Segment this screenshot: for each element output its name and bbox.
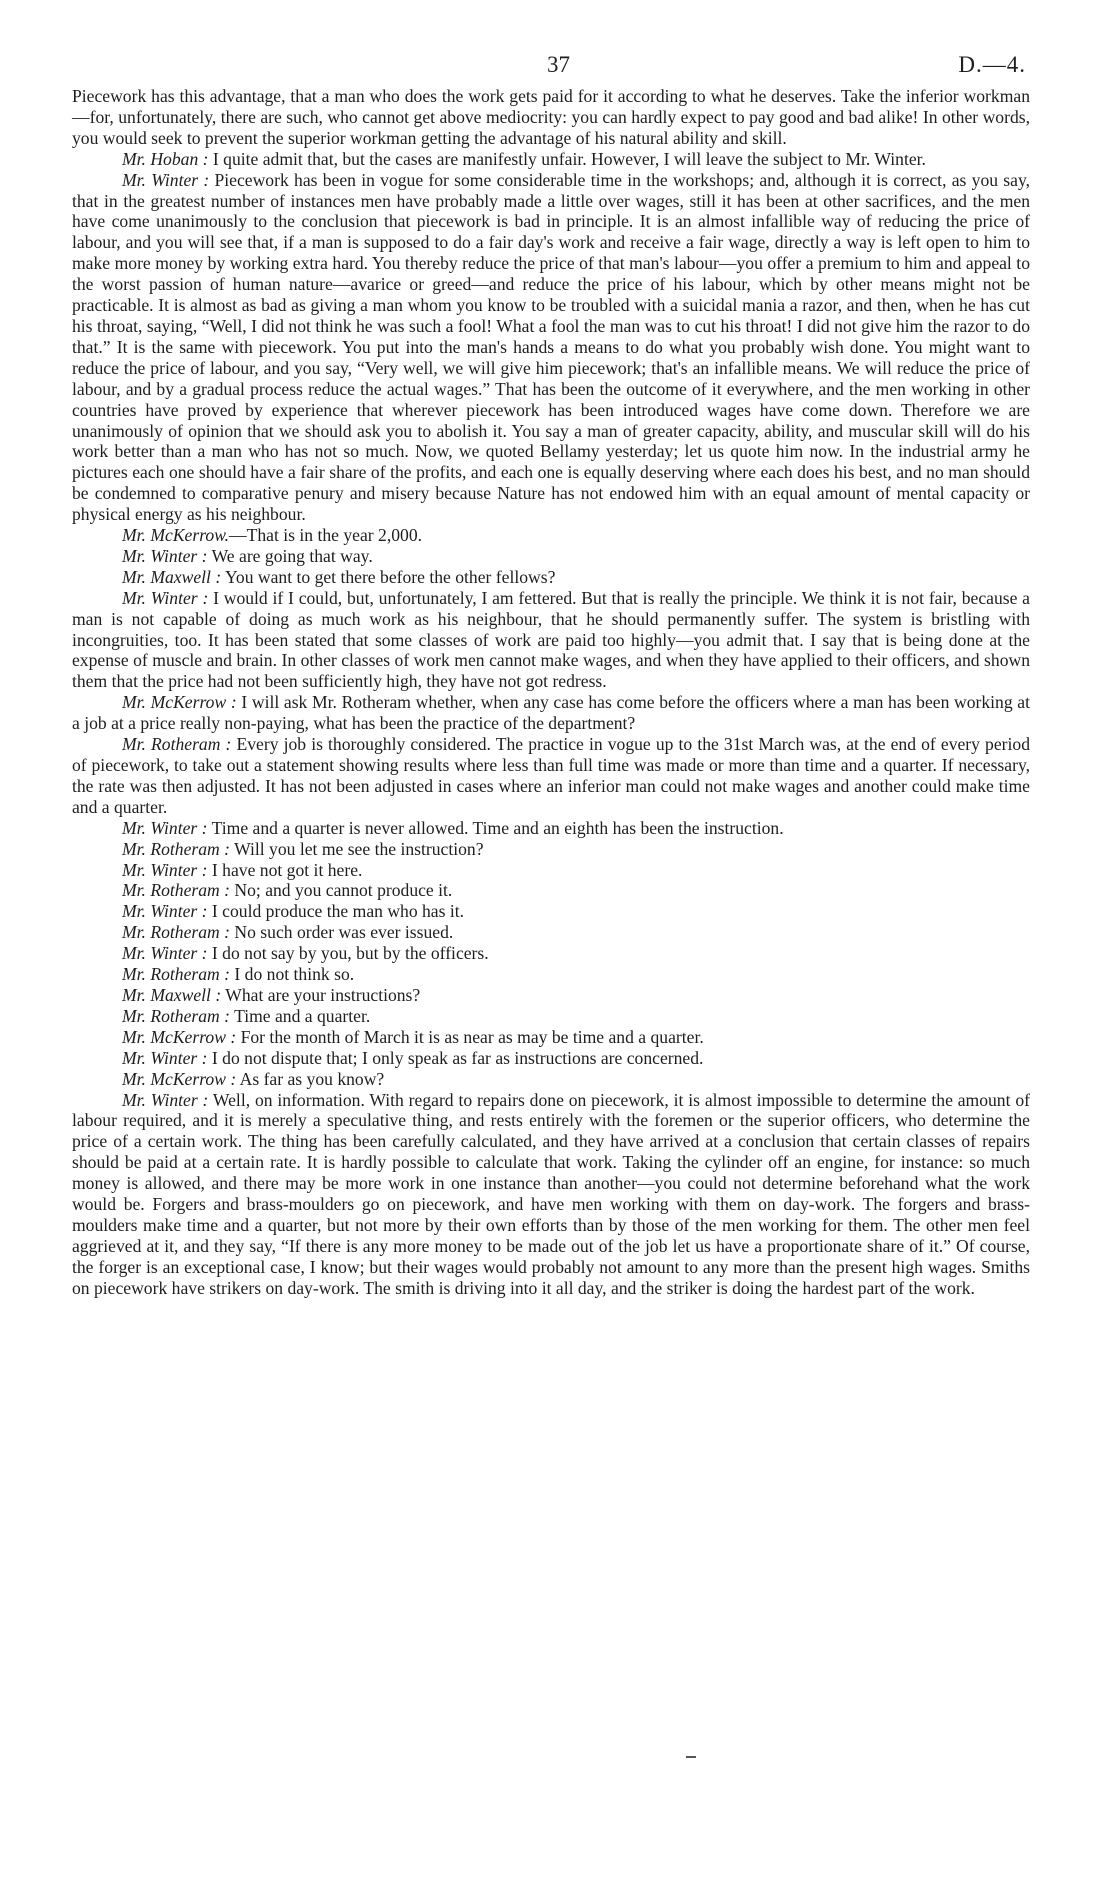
page-header xyxy=(72,52,1030,78)
paragraph-text: No such order was ever issued. xyxy=(230,922,454,943)
speaker-name: Mr. Rotheram : xyxy=(122,922,230,943)
paragraph xyxy=(72,818,1030,839)
paragraph-text: Time and a quarter. xyxy=(230,1005,371,1026)
speaker-name: Mr. Winter : xyxy=(122,169,210,190)
speaker-name: Mr. Rotheram : xyxy=(122,838,230,859)
paragraph xyxy=(72,985,1030,1006)
paragraph xyxy=(72,964,1030,985)
paragraph-text: Will you let me see the instruction? xyxy=(230,838,484,859)
paragraph-text: Well, on information. With regard to repairs done on piecework, it is almost impossible to determine the amount of labour required, and it is merely a speculative thing, and rests entirely with the foremen or the superior officers, who determine the price of a certain work. The thing has been carefully calculated, and they have arrived at a conclusion that certain classes of repairs should be paid at a certain rate. It is hardly possible to calculate that work. Taking the cylinder off an engine, for instance: so much money is allowed, and there may be more work in one instance than another—you could not determine beforehand what the work would be. Forgers and brass-moulders go on piecework, and have men working with them on day-work. The forgers and brass-moulders make time and a quarter, but not more by their own efforts than by those of the men working for them. The other men feel aggrieved at it, and they say, “If there is any more money to be made out of the job let us have a proportionate share of it.” Of course, the forger is an exceptional case, I know; but their wages would probably not amount to any more than the present high wages. Smiths on piecework have strikers on day-work. The smith is driving into it all day, and the striker is doing the hardest part of the work. xyxy=(72,1089,1030,1298)
paragraph-text: We are going that way. xyxy=(207,545,373,566)
speaker-name: Mr. Rotheram : xyxy=(122,1005,230,1026)
paragraph xyxy=(72,86,1030,149)
paragraph-text: I do not dispute that; I only speak as far as instructions are concerned. xyxy=(207,1047,704,1068)
paragraph-text: For the month of March it is as near as may be time and a quarter. xyxy=(236,1026,704,1047)
speaker-name: Mr. McKerrow : xyxy=(122,692,237,713)
paragraph-text: I have not got it here. xyxy=(207,859,363,880)
paragraph xyxy=(72,860,1030,881)
speaker-name: Mr. Rotheram : xyxy=(122,964,230,985)
paragraph-text: Piecework has this advantage, that a man who does the work gets paid for it according to what he deserves. Take the inferior workman—for, unfortunately, there are such, who cannot get above mediocrity: you can hardly expect to pay good and bad alike! In other words, you would seek to prevent the superior workman getting the advantage of his natural ability and skill. xyxy=(72,86,1030,148)
paragraph-text: Time and a quarter is never allowed. Time and an eighth has been the instruction. xyxy=(207,817,784,838)
paragraph xyxy=(72,692,1030,734)
paragraph-text: —That is in the year 2,000. xyxy=(229,525,423,546)
speaker-name: Mr. Winter : xyxy=(122,859,208,880)
paragraph xyxy=(72,839,1030,860)
paragraph xyxy=(72,922,1030,943)
paragraph-text: I do not say by you, but by the officers. xyxy=(207,943,489,964)
speaker-name: Mr. McKerrow. xyxy=(122,525,230,546)
paragraph-text: I could produce the man who has it. xyxy=(207,901,465,922)
speaker-name: Mr. Winter : xyxy=(122,901,208,922)
paragraph-text: Piecework has been in vogue for some considerable time in the workshops; and, although it is correct, as you say, that in the greatest number of instances men have probably made a little over wages, still it has been at other sacrifices, and the men have come unanimously to the conclusion that piecework is bad in principle. It is an almost infallible way of reducing the price of labour, and you will see that, if a man is supposed to do a fair day's work and receive a fair wage, directly a way is left open to him to make more money by working extra hard. You thereby reduce the price of that man's labour—you offer a premium to him and appeal to the worst passion of human nature—avarice or greed—and reduce the price of his labour, which by other means might not be practicable. It is almost as bad as giving a man whom you know to be troubled with a suicidal mania a razor, and then, when he has cut his throat, saying, “Well, I did not think he was such a fool! What a fool the man was to cut his throat! I did not give him the razor to do that.” It is the same with piecework. You put into the man's hands a means to do what you probably wish done. You might want to reduce the price of labour, and you say, “Very well, we will give him piecework; that's an infallible means. We will reduce the price of labour, and by a gradual process reduce the actual wages.” That has been the outcome of it everywhere, and the men working in other countries have proved by experience that wherever piecework has been introduced wages have come down. Therefore we are unanimously of opinion that we should ask you to abolish it. You say a man of greater capacity, ability, and muscular skill will do his work better than a man who has not so much. Now, we quoted Bellamy yesterday; let us quote him now. In the industrial army he pictures each one should have a fair share of the profits, and each one is equally deserving where each does his best, and no man should be condemned to comparative penury and misery because Nature has not endowed him with an equal amount of mental capacity or physical energy as his neighbour. xyxy=(72,169,1030,525)
paragraph xyxy=(72,880,1030,901)
paragraph xyxy=(72,588,1030,693)
paragraph-text: I will ask Mr. Rotheram whether, when any case has come before the officers where a man has been working at a job at a price really non-paying, what has been the practice of the department? xyxy=(72,692,1031,734)
paragraph xyxy=(72,1006,1030,1027)
speaker-name: Mr. Winter : xyxy=(122,587,209,608)
paragraph xyxy=(72,1027,1030,1048)
speaker-name: Mr. Winter : xyxy=(122,817,208,838)
document-body xyxy=(72,86,1030,1299)
speaker-name: Mr. Rotheram : xyxy=(122,880,230,901)
paragraph xyxy=(72,1090,1030,1299)
speaker-name: Mr. Maxwell : xyxy=(122,984,222,1005)
speaker-name: Mr. Winter : xyxy=(122,1089,209,1110)
paragraph xyxy=(72,149,1030,170)
page-number: 37 xyxy=(547,52,570,77)
paragraph-text: As far as you know? xyxy=(236,1068,385,1089)
speaker-name: Mr. Rotheram : xyxy=(122,734,232,755)
page-reference: D.—4. xyxy=(958,52,1026,77)
paragraph xyxy=(72,567,1030,588)
speaker-name: Mr. Hoban : xyxy=(122,148,209,169)
paragraph-text: Every job is thoroughly considered. The practice in vogue up to the 31st March was, at the end of every period of piecework, to take out a statement showing results where less than full time was made or more than time and a quarter. If necessary, the rate was then adjusted. It has not been adjusted in cases where an inferior man could not make wages and another could make time and a quarter. xyxy=(72,734,1030,817)
paragraph-text: I quite admit that, but the cases are manifestly unfair. However, I will leave the subject to Mr. Winter. xyxy=(208,148,926,169)
paragraph xyxy=(72,734,1030,818)
speaker-name: Mr. McKerrow : xyxy=(122,1026,237,1047)
paragraph xyxy=(72,525,1030,546)
paragraph-text: I do not think so. xyxy=(230,964,355,985)
paragraph xyxy=(72,1069,1030,1090)
paragraph xyxy=(72,901,1030,922)
paragraph xyxy=(72,943,1030,964)
paragraph xyxy=(72,1048,1030,1069)
paragraph xyxy=(72,170,1030,525)
speaker-name: Mr. Maxwell : xyxy=(122,566,222,587)
paragraph-text: You want to get there before the other fellows? xyxy=(221,566,556,587)
paragraph xyxy=(72,546,1030,567)
paragraph-text: I would if I could, but, unfortunately, I am fettered. But that is really the principle. We think it is not fair, because a man is not capable of doing as much work as his neighbour, that he should permanently suffer. The system is bristling with incongruities, too. It has been stated that some classes of work are paid too highly—you admit that. I say that is being done at the expense of muscle and brain. In other classes of work men cannot make wages, and when they have applied to their officers, and shown them that the price had not been sufficiently high, they have not got redress. xyxy=(72,587,1030,692)
footer-dash-mark xyxy=(686,1756,696,1758)
speaker-name: Mr. Winter : xyxy=(122,1047,208,1068)
speaker-name: Mr. McKerrow : xyxy=(122,1068,237,1089)
paragraph-text: No; and you cannot produce it. xyxy=(230,880,453,901)
speaker-name: Mr. Winter : xyxy=(122,545,208,566)
speaker-name: Mr. Winter : xyxy=(122,943,208,964)
paragraph-text: What are your instructions? xyxy=(221,984,421,1005)
